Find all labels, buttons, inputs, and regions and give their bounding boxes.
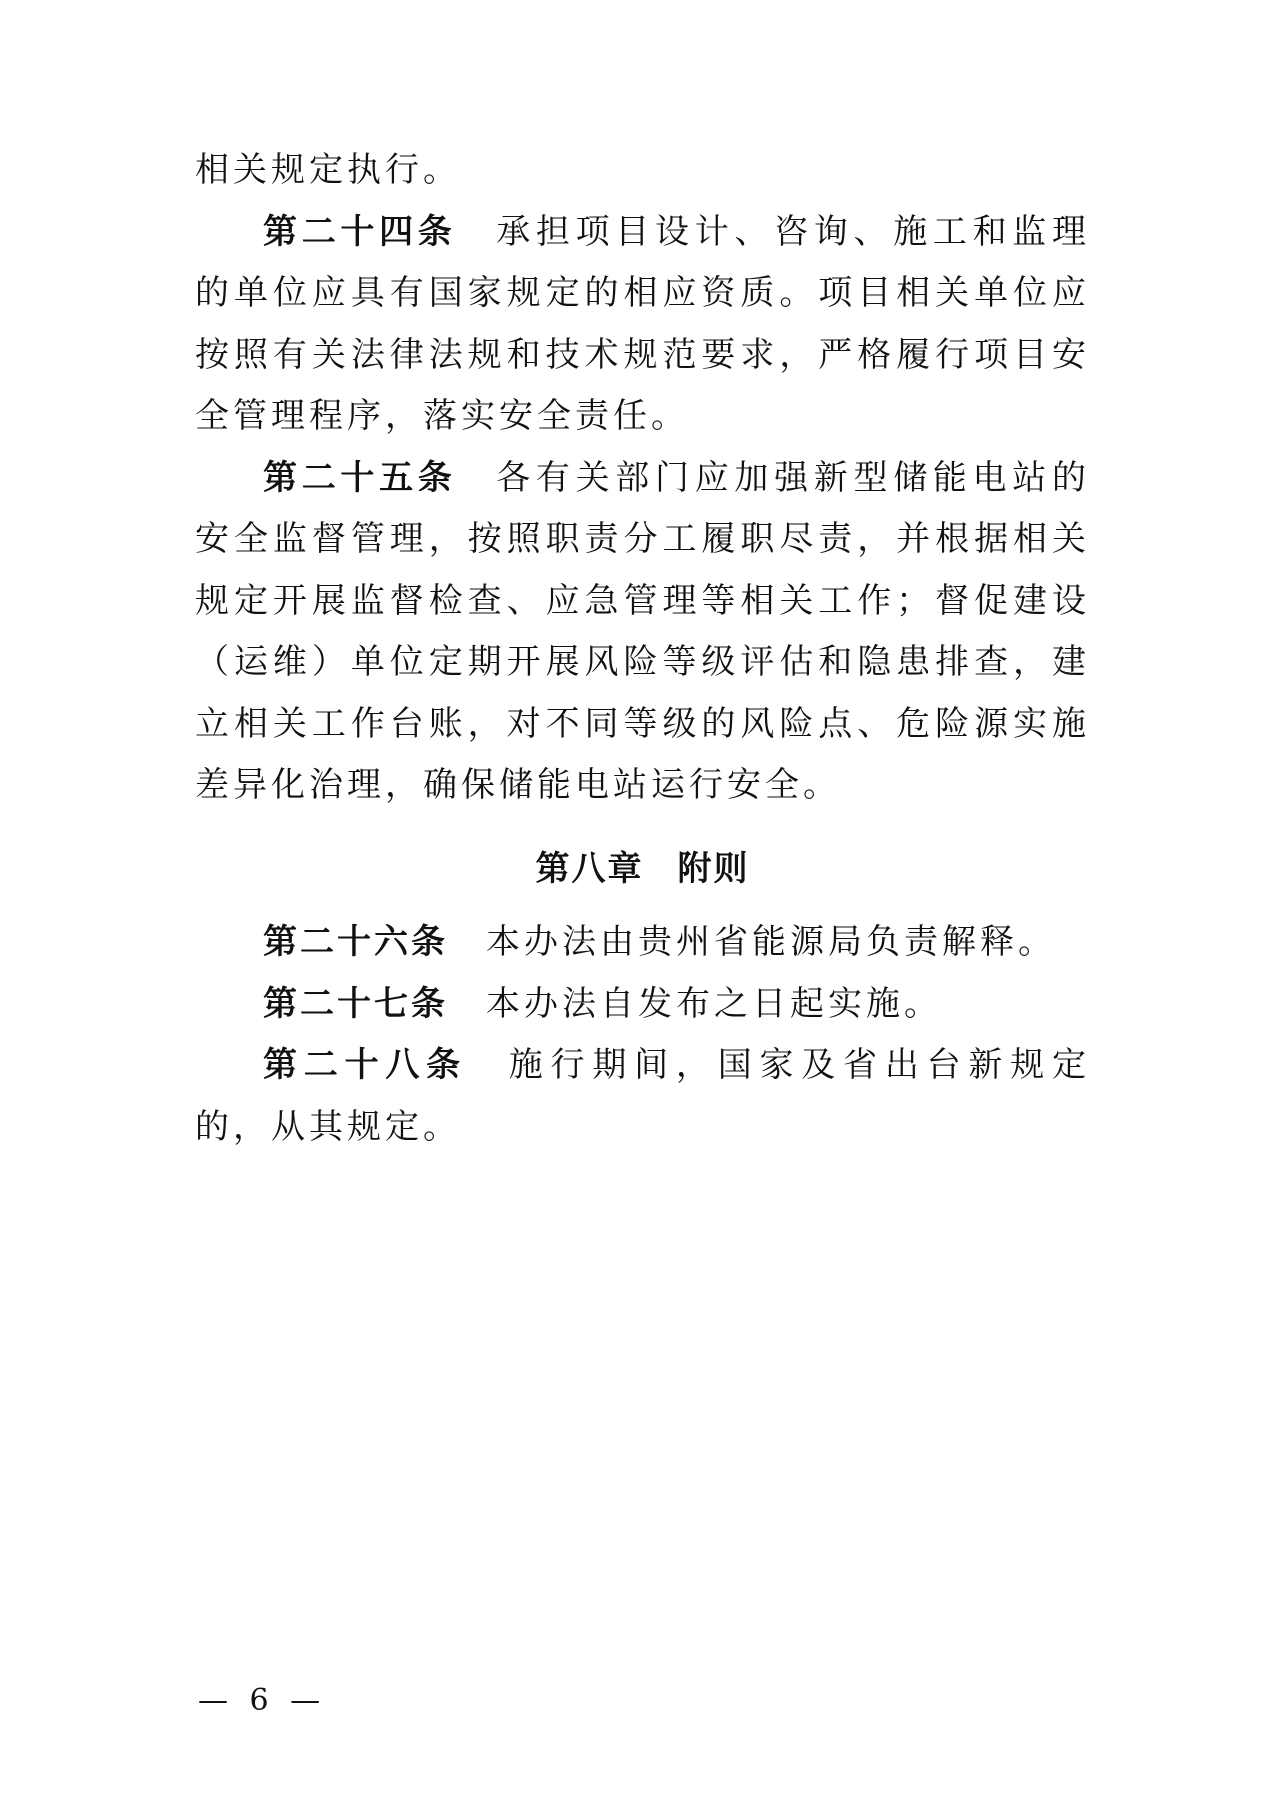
article-24	[195, 202, 1090, 448]
article-text: 本办法由贵州省能源局负责解释。	[486, 922, 1056, 962]
article-label: 第二十五条	[263, 457, 457, 498]
article-label: 第二十八条	[263, 1045, 467, 1085]
document-body	[195, 140, 1090, 1158]
article-25	[195, 448, 1090, 817]
article-label: 第二十七条	[263, 983, 448, 1024]
chapter-number: 第八章	[535, 848, 644, 889]
chapter-title: 附则	[677, 848, 750, 889]
article-text: 各有关部门应加强新型储能电站的安全监督管理，按照职责分工履职尽责，并根据相关规定开展监督检查、应急管理等相关工作；督促建设（运维）单位定期开展风险等级评估和隐患排查，建立相关工作台账，对不同等级的风险点、危险源实施差异化治理，确保储能电站运行安全。	[195, 457, 1090, 805]
continuation-paragraph: 相关规定执行。	[195, 150, 461, 190]
article-label: 第二十六条	[263, 922, 448, 962]
article-label: 第二十四条	[263, 211, 457, 252]
article-text: 施行期间，国家及省出台新规定的，从其规定。	[195, 1045, 1091, 1147]
article-28	[195, 1035, 1090, 1158]
page-number: — 6 —	[198, 1683, 327, 1718]
article-text: 承担项目设计、咨询、施工和监理的单位应具有国家规定的相应资质。项目相关单位应按照有关法律法规和技术规范要求，严格履行项目安全管理程序，落实安全责任。	[195, 211, 1090, 436]
chapter-heading	[195, 839, 1090, 901]
article-text: 本办法自发布之日起实施。	[486, 983, 942, 1024]
article-26	[195, 912, 1090, 974]
article-27	[195, 974, 1090, 1036]
